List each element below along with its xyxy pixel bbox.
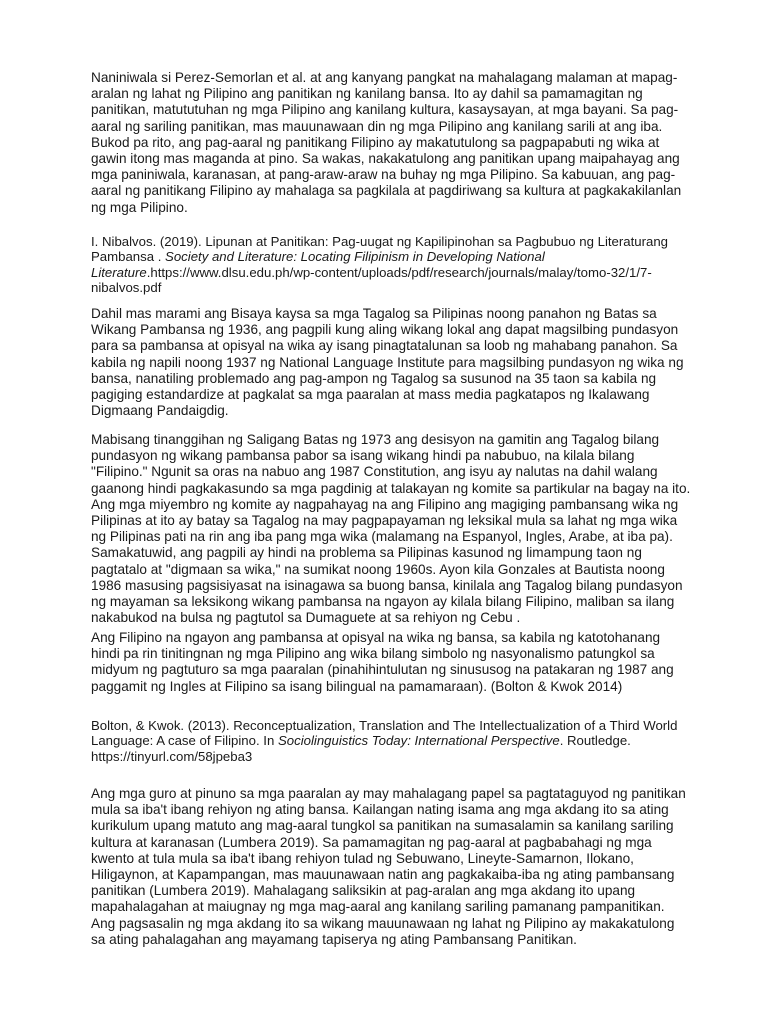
reference-bolton-kwok-url: . Routledge. https://tinyurl.com/58jpeba3 (91, 733, 631, 764)
reference-nibalvos-url: .https://www.dlsu.edu.ph/wp-content/uploads/pdf/research/journals/malay/tomo-32/1/7-nibalvos.pdf (91, 264, 652, 296)
reference-nibalvos-text: I. Nibalvos. (2019). Lipunan at Panitikan: Pag-uugat ng Kapilipinohan sa Pagbubuo ng Literaturang Pambansa . (91, 234, 668, 265)
reference-bolton-kwok-text: Bolton, & Kwok. (2013). Reconceptualization, Translation and The Intellectualization of a Third World Language: A case of Filipino. In (91, 718, 678, 749)
paragraph-filipino-official-language: Ang Filipino na ngayon ang pambansa at opisyal na wika ng bansa, sa kabila ng katotohanang hindi pa rin tinitingnan ng mga Pilipino ang wika bilang simbolo ng nasyonalismo patungkol sa midyum ng pagtuturo sa mga paaralan (pinahihintulutan ng sinususog na patakaran ng 1987 ang paggamit ng Ingles at Filipino sa isang bilingual na pamamaraan). (Bolton & Kwok 2014) (91, 630, 674, 694)
paragraph-national-language-history: Dahil mas marami ang Bisaya kaysa sa mga Tagalog sa Pilipinas noong panahon ng Batas sa Wikang Pambansa ng 1936, ang pagpili kung aling wikang lokal ang dapat magsilbing pundasyon para sa pambansa at opisyal na wika ay isang pinagtatalunan sa loob ng mahabang panahon. Sa kabila ng napili noong 1937 ng National Language Institute para magsilbing pundasyon ng wika ng bansa, nanatiling problemado ang pag-ampon ng Tagalog sa susunod na 35 taon sa kabila ng pagiging estandardize at pagkalat sa mga paaralan at mass media pagkatapos ng Ikalawang Digmaang Pandaigdig. (91, 306, 684, 419)
reference-nibalvos (91, 234, 691, 296)
paragraph-literature-importance: Naniniwala si Perez-Semorlan et al. at ang kanyang pangkat na mahalagang malaman at mapag-aralan ng lahat ng Pilipino ang panitikan ng kanilang bansa. Ito ay dahil sa pamamagitan ng panitikan, matututuhan ng mga Pilipino ang kanilang kultura, kasaysayan, at mga bayani. Sa pag-aaral ng sariling panitikan, mas mauunawaan din ng mga Pilipino ang kanilang sarili at ang iba. Bukod pa rito, ang pag-aaral ng panitikang Filipino ay makatutulong sa pagpapabuti ng wika at gawin itong mas maganda at pino. Sa wakas, nakakatulong ang panitikan upang maipahayag ang mga paniniwala, karanasan, at pang-araw-araw na buhay ng mga Pilipino. Sa kabuuan, ang pag-aaral ng panitikang Filipino ay mahalaga sa pagkilala at pagdiriwang sa kultura at pagkakakilanlan ng mga Pilipino. (91, 70, 682, 215)
reference-bolton-kwok-title: Sociolinguistics Today: International Perspective (277, 733, 560, 749)
paragraph-constitution-filipino: Mabisang tinanggihan ng Saligang Batas ng 1973 ang desisyon na gamitin ang Tagalog bilang pundasyon ng wikang pambansa pabor sa isang wikang hindi pa nabubuo, na kilala bilang "Filipino." Ngunit sa oras na nabuo ang 1987 Constitution, ang isyu ay nalutas na dahil walang gaanong hindi pagkakasundo sa mga pagdinig at talakayan ng komite sa partikular na bagay na ito. Ang mga miyembro ng komite ay nagpahayag na ang Filipino ang magiging pambansang wika ng Pilipinas at ito ay batay sa Tagalog na may pagpapayaman ng leksikal mula sa lahat ng mga wika ng Pilipinas pati na rin ang iba pang mga wika (malamang na Espanyol, Ingles, Arabe, at iba pa). Samakatuwid, ang pagpili ay hindi na problema sa Pilipinas kasunod ng limampung taon ng pagtatalo at "digmaan sa wika," na sumikat noong 1960s. Ayon kila Gonzales at Bautista noong 1986 masusing pagsisiyasat na isinagawa sa buong bansa, kinilala ang Tagalog bilang pundasyon ng mayaman sa leksikong wikang pambansa na ngayon ay kilala bilang Filipino, maliban sa ilang nakabukod na bulsa ng pagtutol sa Dumaguete at sa rehiyon ng Cebu . (91, 432, 691, 626)
paragraph-teachers-role: Ang mga guro at pinuno sa mga paaralan ay may mahalagang papel sa pagtataguyod ng panitikan mula sa iba't ibang rehiyon ng ating bansa. Kailangan nating isama ang mga akdang ito sa ating kurikulum upang matuto ang mag-aaral tungkol sa panitikan na sumasalamin sa kanilang sariling kultura at karanasan (Lumbera 2019). Sa pamamagitan ng pag-aaral at pagbabahagi ng mga kwento at tula mula sa iba't ibang rehiyon tulad ng Sebuwano, Lineyte-Samarnon, Ilokano, Hiligaynon, at Kapampangan, mas mauunawaan natin ang pagkakaiba-iba ng ating pambansang panitikan (Lumbera 2019). Mahalagang saliksikin at pag-aralan ang mga akdang ito upang mapahalagahan at maiugnay ng mga mag-aaral ang kanilang sariling pamanang pampanitikan. Ang pagsasalin ng mga akdang ito sa wikang mauunawaan ng lahat ng Pilipino ay makakatulong sa ating pahalagahan ang mayamang tapiserya ng ating Pambansang Panitikan. (91, 786, 686, 947)
reference-nibalvos-title: Society and Literature: Locating Filipinism in Developing National Literature (91, 249, 545, 280)
reference-bolton-kwok (91, 718, 691, 764)
